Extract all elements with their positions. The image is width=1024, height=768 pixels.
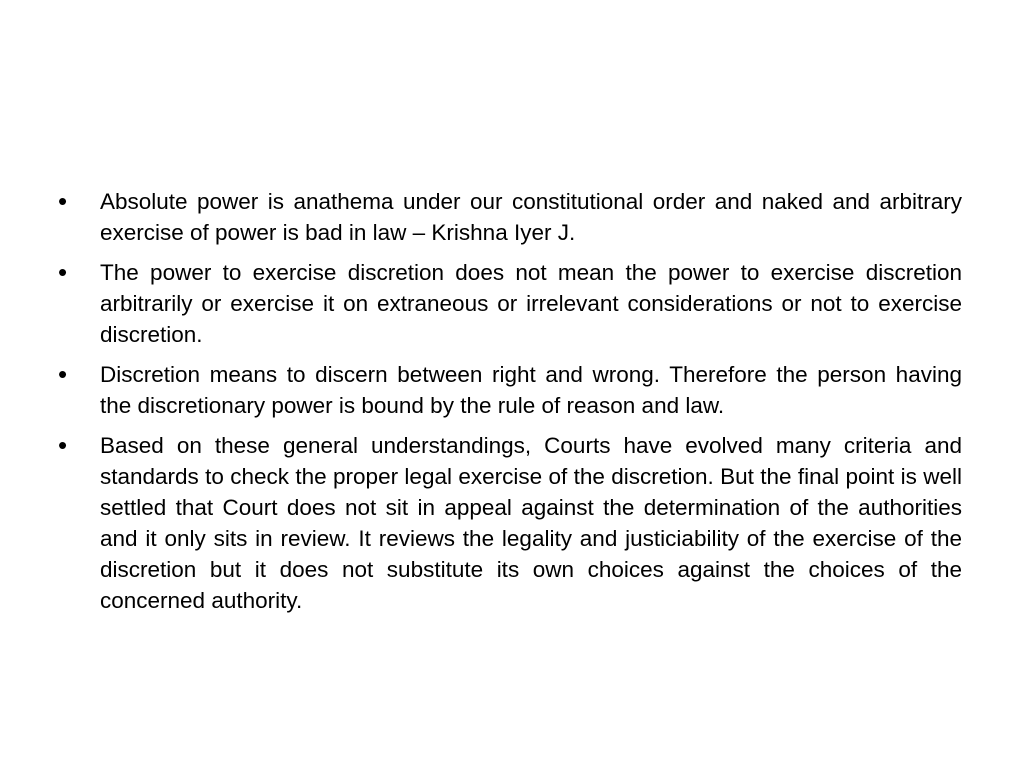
bullet-text: Discretion means to discern between right and wrong. Therefore the person having the discretionary power is bound by the rule of reason and law. [100, 362, 962, 418]
bullet-item-discretion-means [58, 359, 962, 421]
bullet-item-power-to-exercise [58, 257, 962, 350]
bullet-icon: • [58, 359, 68, 389]
bullet-text: Based on these general understandings, Courts have evolved many criteria and standards to check the proper legal exercise of the discretion. But the final point is well settled that Court does not sit in appeal against the determination of the authorities and it only sits in review. It reviews the legality and justiciability of the exercise of the discretion but it does not substitute its own choices against the choices of the concerned authority. [100, 433, 962, 613]
bullet-list [58, 186, 962, 625]
bullet-icon: • [58, 186, 68, 216]
bullet-item-general-understandings [58, 430, 962, 616]
bullet-text: The power to exercise discretion does not mean the power to exercise discretion arbitrarily or exercise it on extraneous or irrelevant considerations or not to exercise discretion. [100, 260, 962, 347]
bullet-text: Absolute power is anathema under our constitutional order and naked and arbitrary exercise of power is bad in law – Krishna Iyer J. [100, 189, 962, 245]
bullet-icon: • [58, 430, 68, 460]
bullet-item-absolute-power [58, 186, 962, 248]
bullet-icon: • [58, 257, 68, 287]
